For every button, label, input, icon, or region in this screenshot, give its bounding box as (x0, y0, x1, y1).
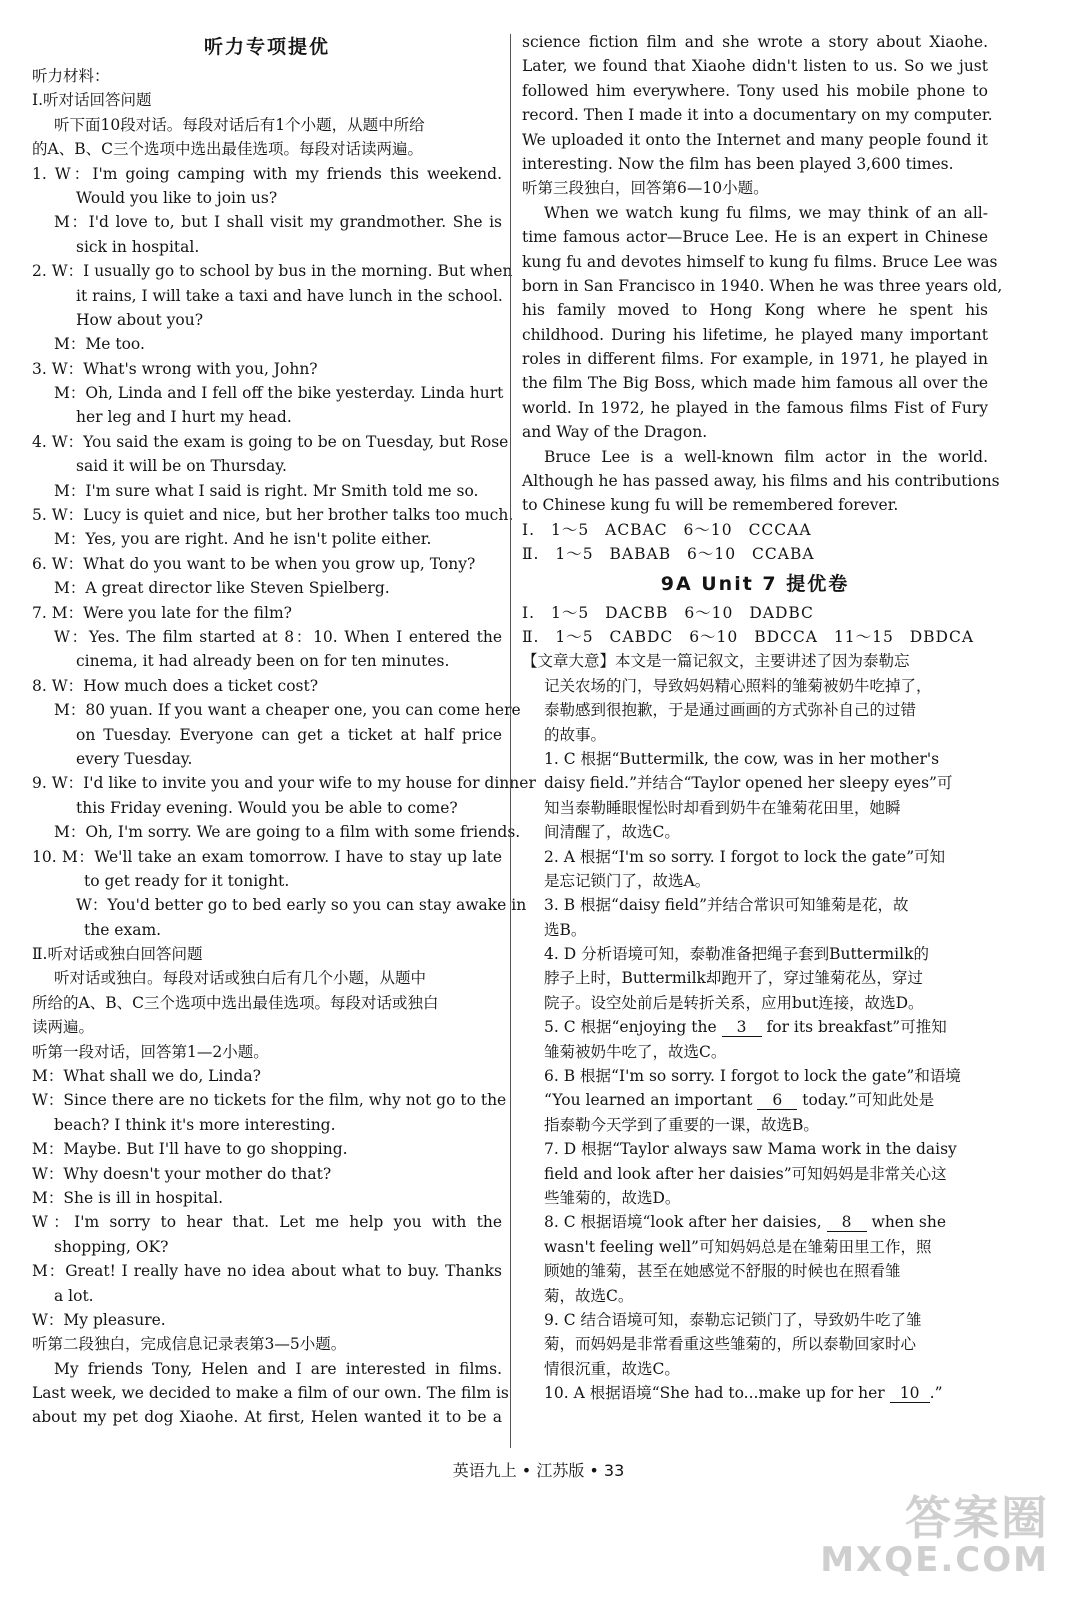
text-line: childhood. During his lifetime, he played many important (522, 325, 988, 344)
text-line: 的A、B、C三个选项中选出最佳选项。每段对话读两遍。 (32, 140, 423, 159)
text-line: When we watch kung fu films, we may think of an all- (544, 203, 988, 222)
text-line: My friends Tony, Helen and I are interested in films. (54, 1359, 502, 1378)
dialogue-line: M：I'm sure what I said is right. Mr Smith told me so. (54, 481, 479, 500)
explanation-line: 记关农场的门，导致妈妈精心照料的雏菊被奶牛吃掉了， (544, 676, 932, 695)
text-line: Last week, we decided to make a film of our own. The film is (32, 1384, 509, 1403)
explanation-line: 9. C 结合语境可知，泰勒忘记锁门了，导致奶牛吃了雏 (544, 1310, 922, 1329)
dialogue-line: her leg and I hurt my head. (76, 408, 292, 427)
explanation-line: 选B。 (544, 920, 587, 939)
dialogue-line: it rains, I will take a taxi and have lunch in the school. (76, 286, 503, 305)
dialogue-line: M：What shall we do, Linda? (32, 1067, 261, 1086)
explanation-line (522, 1381, 988, 1405)
answer-line: Ⅰ. 1～5 DACBB 6～10 DADBC (522, 603, 814, 622)
dialogue-line: M：Me too. (54, 335, 145, 354)
right-column (522, 30, 1003, 1405)
dialogue-line: M：I'd love to, but I shall visit my grandmother. She is (54, 213, 502, 232)
text-line: 听对话或独白。每段对话或独白后有几个小题，从题中 (54, 969, 427, 988)
explanation-text: 10. A 根据语境“She had to...make up for her (544, 1384, 885, 1403)
dialogue-line: W：Why doesn't your mother do that? (32, 1164, 332, 1183)
dialogue-line: Would you like to join us? (76, 188, 278, 207)
text-line: 听第二段独白，完成信息记录表第3—5小题。 (32, 1335, 347, 1354)
watermark-logo-text: 答案圈 (905, 1491, 1049, 1545)
text-line: science fiction film and she wrote a story about Xiaohe. (522, 33, 988, 51)
dialogue-line: said it will be on Thursday. (76, 457, 287, 476)
explanation-line: 是忘记锁门了，故选A。 (544, 871, 711, 890)
explanation-line: 6. B 根据“I'm so sorry. I forgot to lock the gate”和语境 (544, 1067, 961, 1086)
dialogue-line: 3. W：What's wrong with you, John? (32, 359, 318, 378)
dialogue-line: W：Since there are no tickets for the film, why not go to the (32, 1091, 507, 1110)
explanation-text: for its breakfast”可推知 (766, 1018, 947, 1037)
text-line: 听力材料： (32, 67, 110, 85)
blank-underline: 10 (890, 1384, 930, 1403)
explanation-line: 泰勒感到很抱歉，于是通过画画的方式弥补自己的过错 (544, 701, 917, 720)
explanation-line (522, 1088, 988, 1112)
explanation-line: 间清醒了，故选C。 (544, 823, 680, 842)
text-line: kung fu and devotes himself to kung fu films. Bruce Lee was (522, 252, 998, 271)
explanation-line: daisy field.”并结合“Taylor opened her sleepy eyes”可 (544, 774, 953, 793)
dialogue-line: M：Oh, Linda and I fell off the bike yesterday. Linda hurt (54, 384, 504, 403)
explanation-line: field and look after her daisies”可知妈妈是非常关心这 (544, 1164, 947, 1183)
dialogue-line: M：Great! I really have no idea about what to buy. Thanks (32, 1262, 502, 1281)
dialogue-line: beach? I think it's more interesting. (54, 1115, 336, 1134)
dialogue-line: sick in hospital. (76, 237, 200, 256)
explanation-line: 1. C 根据“Buttermilk, the cow, was in her mother's (544, 749, 940, 768)
explanation-line: wasn't feeling well”可知妈妈总是在雏菊田里工作，照 (544, 1237, 932, 1256)
explanation-line: 7. D 根据“Taylor always saw Mama work in the daisy (544, 1140, 957, 1159)
text-line: to Chinese kung fu will be remembered forever. (522, 496, 899, 515)
text-line: roles in different films. For example, in 1971, he played in (522, 350, 988, 369)
answer-line: Ⅱ. 1～5 BABAB 6～10 CCABA (522, 545, 815, 564)
dialogue-line: M：A great director like Steven Spielberg. (54, 579, 390, 598)
dialogue-line: M：80 yuan. If you want a cheaper one, you can come here (54, 701, 521, 720)
dialogue-line: 9. W：I'd like to invite you and your wife to my house for dinner (32, 774, 536, 793)
answer-line: Ⅰ. 1～5 ACBAC 6～10 CCCAA (522, 520, 812, 539)
explanation-text: “You learned an important (544, 1091, 753, 1110)
explanation-line: 指泰勒今天学到了重要的一课，故选B。 (544, 1115, 819, 1134)
answer-line: Ⅱ. 1～5 CABDC 6～10 BDCCA 11～15 DBDCA (522, 627, 975, 646)
text-line: his family moved to Hong Kong where he spent his (522, 301, 988, 320)
explanation-line: 3. B 根据“daisy field”并结合常识可知雏菊是花，故 (544, 896, 909, 915)
dialogue-line: to get ready for it tonight. (84, 871, 290, 890)
text-line: Bruce Lee is a well-known film actor in the world. (544, 447, 988, 466)
text-line: world. In 1972, he played in the famous films Fist of Fury (522, 398, 988, 417)
section-heading: Ⅰ.听对话回答问题 (32, 91, 152, 110)
explanation-line: 些雏菊的，故选D。 (544, 1188, 681, 1207)
explanation-line: 情很沉重，故选C。 (544, 1359, 680, 1378)
text-line: time famous actor—Bruce Lee. He is an expert in Chinese (522, 228, 988, 247)
explanation-line: 顾她的雏菊，甚至在她感觉不舒服的时候也在照看雏 (544, 1262, 901, 1281)
text-line: and Way of the Dragon. (522, 423, 708, 442)
explanation-line: 知当泰勒睡眼惺忪时却看到奶牛在雏菊花田里，她瞬 (544, 798, 901, 817)
dialogue-line: 2. W：I usually go to school by bus in the morning. But when (32, 262, 513, 281)
dialogue-line: this Friday evening. Would you be able to come? (76, 798, 458, 817)
explanation-line: 菊，而妈妈是非常看重这些雏菊的，所以泰勒回家时心 (544, 1335, 917, 1354)
page-footer: 英语九上 • 江苏版 • 33 (452, 1461, 625, 1480)
text-line: 听第三段独白，回答第6—10小题。 (522, 179, 769, 198)
explanation-line: 院子。设空处前后是转折关系，应用but连接，故选D。 (544, 993, 924, 1012)
dialogue-line: M：Oh, I'm sorry. We are going to a film with some friends. (54, 823, 521, 842)
dialogue-line: 4. W：You said the exam is going to be on Tuesday, but Rose (32, 432, 509, 451)
text-line: Although he has passed away, his films and his contributions (522, 472, 1000, 491)
dialogue-line: every Tuesday. (76, 749, 193, 768)
explanation-line (522, 1015, 988, 1039)
text-line: born in San Francisco in 1940. When he was three years old, (522, 276, 1003, 295)
dialogue-line: W：I'm sorry to hear that. Let me help you with the (32, 1213, 502, 1232)
text-line: record. Then I made it into a documentary on my computer. (522, 106, 993, 125)
dialogue-line: on Tuesday. Everyone can get a ticket at half price (76, 725, 502, 744)
dialogue-line: 1. W：I'm going camping with my friends this weekend. (32, 164, 502, 183)
column-divider (510, 34, 511, 1448)
dialogue-line: 10. M：We'll take an exam tomorrow. I have to stay up late (32, 847, 502, 866)
dialogue-line: W：My pleasure. (32, 1310, 166, 1329)
dialogue-line: M：Maybe. But I'll have to go shopping. (32, 1140, 348, 1159)
text-line: 听第一段对话，回答第1—2小题。 (32, 1042, 269, 1061)
dialogue-line: W：You'd better go to bed early so you can stay awake in (76, 896, 527, 915)
dialogue-line: How about you? (76, 310, 204, 329)
dialogue-line: 6. W：What do you want to be when you grow up, Tony? (32, 554, 476, 573)
explanation-text: when she (871, 1213, 946, 1232)
dialogue-line: M：Yes, you are right. And he isn't polite either. (54, 530, 432, 549)
listening-section-title: 听力专项提优 (203, 36, 330, 58)
dialogue-line: 7. M：Were you late for the film? (32, 603, 292, 622)
explanation-line: 雏菊被奶牛吃了，故选C。 (544, 1042, 727, 1061)
dialogue-line: cinema, it had already been on for ten minutes. (76, 652, 450, 671)
text-line: interesting. Now the film has been played 3,600 times. (522, 154, 954, 173)
text-line: the film The Big Boss, which made him famous all over the (522, 374, 988, 393)
dialogue-line: W：Yes. The film started at 8：10. When I entered the (54, 627, 502, 646)
text-line: followed him everywhere. Tony used his mobile phone to (522, 81, 988, 100)
blank-underline: 6 (757, 1091, 797, 1110)
dialogue-line: the exam. (84, 920, 162, 939)
blank-underline: 8 (827, 1213, 867, 1232)
dialogue-line: 8. W：How much does a ticket cost? (32, 676, 319, 695)
explanation-line: 4. D 分析语境可知，泰勒准备把绳子套到Buttermilk的 (544, 945, 929, 964)
watermark-url: MXQE.COM (820, 1540, 1049, 1580)
text-line: 读两遍。 (32, 1018, 95, 1037)
explanation-line: 脖子上时，Buttermilk却跑开了，穿过雏菊花丛，穿过 (544, 969, 923, 988)
explanation-text: 8. C 根据语境“look after her daisies, (544, 1213, 822, 1232)
explanation-line: 菊，故选C。 (544, 1286, 634, 1305)
text-line: We uploaded it onto the Internet and many people found it (522, 130, 988, 149)
explanation-line: 【文章大意】本文是一篇记叙文，主要讲述了因为泰勒忘 (522, 652, 910, 671)
blank-underline: 3 (722, 1018, 762, 1037)
explanation-line: 的故事。 (544, 725, 607, 744)
dialogue-line: shopping, OK? (54, 1237, 169, 1256)
dialogue-line: a lot. (54, 1286, 94, 1305)
explanation-line (522, 1210, 988, 1234)
text-line: Later, we found that Xiaohe didn't listen to us. So we just (522, 57, 988, 76)
text-line: about my pet dog Xiaohe. At first, Helen wanted it to be a (32, 1408, 502, 1427)
dialogue-line: M：She is ill in hospital. (32, 1188, 224, 1207)
text-line: 所给的A、B、C三个选项中选出最佳选项。每段对话或独白 (32, 993, 439, 1012)
explanation-text: 5. C 根据“enjoying the (544, 1018, 717, 1037)
left-column (32, 30, 536, 1430)
section-heading: Ⅱ.听对话或独白回答问题 (32, 945, 203, 964)
explanation-text: today.”可知此处是 (802, 1091, 935, 1110)
text-line: 听下面10段对话。每段对话后有1个小题，从题中所给 (54, 115, 425, 134)
watermark-logo (820, 1482, 1049, 1580)
dialogue-line: 5. W：Lucy is quiet and nice, but her brother talks too much. (32, 506, 514, 525)
explanation-text: .” (929, 1384, 943, 1403)
unit-test-title: 9A Unit 7 提优卷 (660, 572, 850, 595)
explanation-line: 2. A 根据“I'm so sorry. I forgot to lock the gate”可知 (544, 847, 946, 866)
